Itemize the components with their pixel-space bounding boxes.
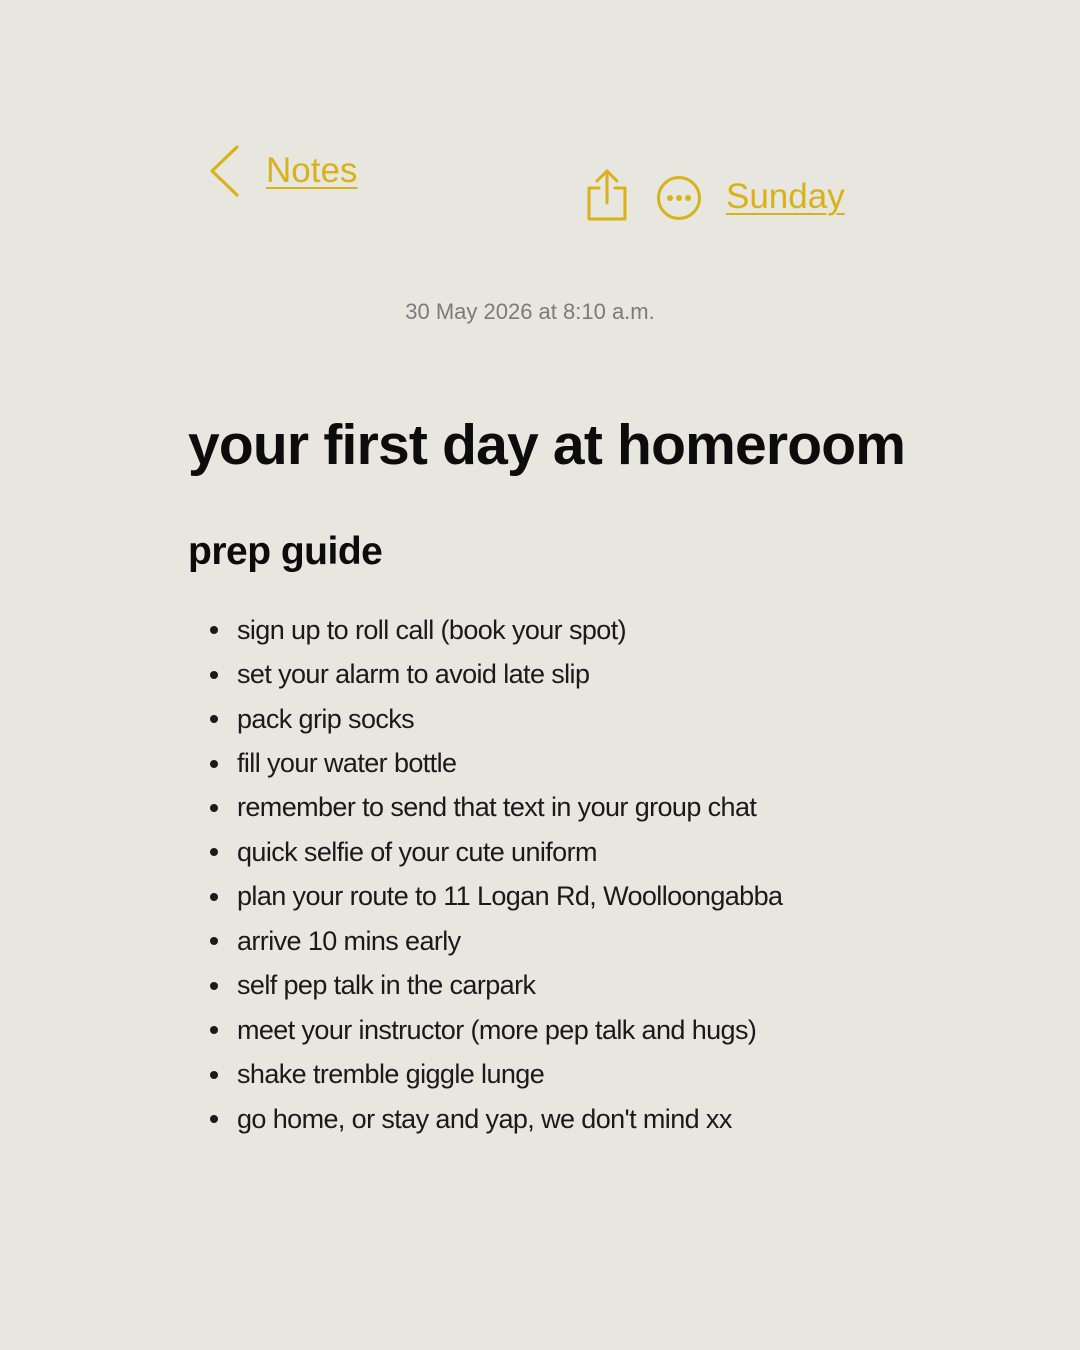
list-item[interactable]	[204, 652, 782, 696]
list-item[interactable]	[204, 1052, 782, 1096]
list-item-text: arrive 10 mins early	[237, 925, 461, 956]
more-options-icon[interactable]	[655, 174, 703, 222]
bullet-icon	[210, 893, 218, 901]
back-to-notes-link[interactable]: Notes	[266, 151, 358, 190]
note-title[interactable]: your first day at homeroom	[188, 413, 906, 477]
chevron-left-icon[interactable]	[204, 144, 244, 198]
list-item-text: go home, or stay and yap, we don't mind xx	[237, 1103, 732, 1134]
day-link[interactable]: Sunday	[726, 177, 845, 216]
list-item-text: plan your route to 11 Logan Rd, Woolloongabba	[237, 881, 783, 912]
bullet-icon	[210, 937, 218, 945]
bullet-icon	[210, 760, 218, 768]
bullet-icon	[210, 671, 218, 679]
prep-checklist	[204, 608, 782, 1141]
list-item[interactable]	[204, 1008, 782, 1052]
bullet-icon	[210, 1026, 218, 1034]
bullet-icon	[210, 1071, 218, 1079]
list-item[interactable]	[204, 919, 782, 963]
bullet-icon	[210, 715, 218, 723]
note-subtitle[interactable]: prep guide	[188, 530, 383, 573]
list-item[interactable]	[204, 964, 782, 1008]
bullet-icon	[210, 848, 218, 856]
list-item[interactable]	[204, 741, 782, 785]
list-item-text: set your alarm to avoid late slip	[237, 659, 590, 690]
list-item-text: fill your water bottle	[237, 748, 457, 779]
list-item-text: quick selfie of your cute uniform	[237, 836, 597, 867]
share-icon[interactable]	[584, 168, 630, 222]
list-item[interactable]	[204, 786, 782, 830]
bullet-icon	[210, 982, 218, 990]
note-timestamp: 30 May 2026 at 8:10 a.m.	[405, 299, 655, 324]
bullet-icon	[210, 804, 218, 812]
list-item-text: sign up to roll call (book your spot)	[237, 614, 626, 645]
list-item[interactable]	[204, 875, 782, 919]
list-item[interactable]	[204, 1097, 782, 1141]
list-item-text: shake tremble giggle lunge	[237, 1059, 545, 1090]
list-item-text: pack grip socks	[237, 703, 415, 734]
list-item-text: meet your instructor (more pep talk and hugs)	[237, 1014, 757, 1045]
list-item[interactable]	[204, 697, 782, 741]
list-item[interactable]	[204, 830, 782, 874]
bullet-icon	[210, 1115, 218, 1123]
list-item-text: remember to send that text in your group chat	[237, 792, 757, 823]
bullet-icon	[210, 626, 218, 634]
list-item-text: self pep talk in the carpark	[237, 970, 536, 1001]
list-item[interactable]	[204, 608, 782, 652]
